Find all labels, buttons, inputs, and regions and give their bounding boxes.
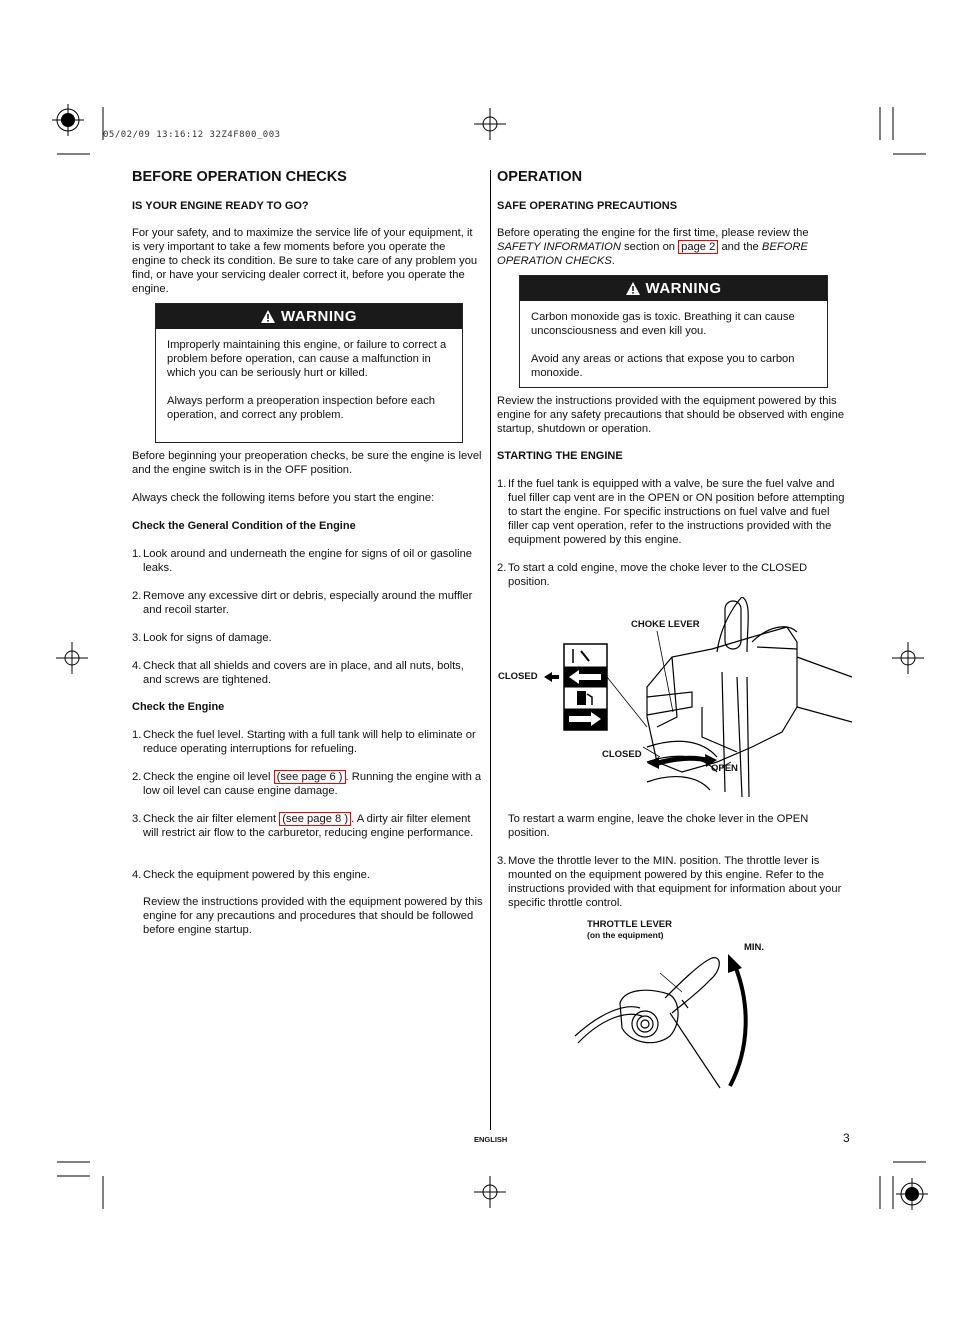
list-item: 3. Look for signs of damage. <box>132 632 272 644</box>
para-review-instructions: Review the instructions provided with the equipment powered by this engine for any safety precautions that should be observed with engine startup, shutdown or operation. <box>497 395 845 435</box>
para-restart-warm: To restart a warm engine, leave the choke lever in the OPEN position. <box>508 813 809 839</box>
label-closed-bottom: CLOSED <box>602 749 642 760</box>
choke-direction-arrow-icon <box>655 758 710 764</box>
label-throttle-lever: THROTTLE LEVER (on the equipment) <box>587 919 672 940</box>
list-item: 4. Check that all shields and covers are in place, and all nuts, bolts, and screws are tightened. <box>132 660 464 686</box>
para-always-check: Always check the following items before you start the engine: <box>132 492 435 504</box>
footer-language: ENGLISH <box>474 1135 508 1144</box>
label-min: MIN. <box>744 942 765 953</box>
section-heading-before-operation: BEFORE OPERATION CHECKS <box>132 169 347 185</box>
list-item: 2. Remove any excessive dirt or debris, especially around the muffler and recoil starter. <box>132 590 473 616</box>
sunburst-mark-top-left <box>52 104 84 136</box>
link-see-page-6[interactable]: (see page 6 ) <box>274 770 346 784</box>
heading-general-condition: Check the General Condition of the Engine <box>132 520 356 532</box>
closed-arrow-left-icon <box>544 672 559 682</box>
warning-box-carbon-monoxide <box>519 275 828 388</box>
warning-box-maintenance <box>155 303 463 443</box>
figure-choke-lever <box>497 597 852 802</box>
link-page-2[interactable]: page 2 <box>678 240 718 254</box>
label-closed-left: CLOSED <box>498 671 538 682</box>
subheading-safe-precautions: SAFE OPERATING PRECAUTIONS <box>497 200 678 212</box>
warning-text-2: Avoid any areas or actions that expose you to carbon monoxide. <box>531 353 795 379</box>
list-item: 2. Check the engine oil level (see page 6 ) . Running the engine with a low oil level can cause engine damage. <box>132 771 482 797</box>
crosshair-top <box>474 108 506 140</box>
print-stamp: 05/02/09 13:16:12 32Z4F800_003 <box>103 130 281 140</box>
figure-throttle-lever <box>570 918 770 1096</box>
sunburst-mark-bottom-right <box>896 1178 928 1210</box>
warning-text-1: Carbon monoxide gas is toxic. Breathing it can cause unconsciousness and even kill you. <box>531 311 795 337</box>
crosshair-right <box>892 642 924 674</box>
warning-bar <box>520 276 827 301</box>
list-item: 1. Check the fuel level. Starting with a full tank will help to eliminate or reduce operating interruptions for refueling. <box>132 729 476 755</box>
column-divider <box>490 170 491 1130</box>
warning-bar <box>156 304 462 329</box>
intro-paragraph: For your safety, and to maximize the service life of your equipment, it is very important to take a few moments before you operate the engine to check its condition. Be sure to take care of any problem you find, or have your servicing dealer correct it, before you operate the engine. <box>132 227 478 295</box>
heading-starting-engine: STARTING THE ENGINE <box>497 450 623 462</box>
choke-decal <box>564 644 607 730</box>
heading-check-engine: Check the Engine <box>132 701 225 713</box>
warning-body <box>520 301 827 380</box>
warning-text-2: Always perform a preoperation inspection before each operation, and correct any problem. <box>167 395 436 421</box>
para-review-equipment: Review the instructions provided with the equipment powered by this engine for any precautions and procedures that should be followed before engine startup. <box>143 896 483 936</box>
para-preoperation: Before beginning your preoperation checks, be sure the engine is level and the engine switch is in the OFF position. <box>132 450 482 476</box>
link-see-page-8[interactable]: (see page 8 ) <box>279 812 351 826</box>
crosshair-bottom <box>474 1176 506 1208</box>
warning-triangle-icon <box>626 282 640 295</box>
warning-title: WARNING <box>645 280 722 297</box>
warning-text-1: Improperly maintaining this engine, or failure to correct a problem before operation, can cause a malfunction in which you can be seriously hurt or killed. <box>167 339 447 379</box>
list-item: 3. Check the air filter element (see page 8 ) . A dirty air filter element will restrict air flow to the carburetor, reducing engine performance. <box>132 813 474 839</box>
warning-body <box>156 329 462 422</box>
intro-operation: Before operating the engine for the first time, please review the SAFETY INFORMATION section on page 2 and the BEFORE OPERATION CHECKS. <box>497 227 809 267</box>
label-choke-lever: CHOKE LEVER <box>631 619 700 630</box>
list-item: 2. To start a cold engine, move the choke lever to the CLOSED position. <box>497 562 808 588</box>
warning-triangle-icon <box>261 310 275 323</box>
label-open: OPEN <box>711 763 738 774</box>
list-item: 1. If the fuel tank is equipped with a valve, be sure the fuel valve and fuel filler cap vent are in the OPEN or ON position before attempting to start the engine. For specific instructions on fuel valve and fuel filler cap vent operation, refer to the instructions provided with the equipment powered by this engine. <box>497 478 845 546</box>
subheading-engine-ready: IS YOUR ENGINE READY TO GO? <box>132 200 309 212</box>
min-direction-arc-icon <box>730 966 746 1086</box>
section-heading-operation: OPERATION <box>497 169 583 185</box>
list-item: 3. Move the throttle lever to the MIN. position. The throttle lever is mounted on the equipment powered by this engine. Refer to the instructions provided with that equipment for information about your specific throttle control. <box>497 855 842 909</box>
page-number: 3 <box>843 1131 850 1145</box>
throttle-lever-illustration <box>570 918 770 1096</box>
list-item: 1. Look around and underneath the engine for signs of oil or gasoline leaks. <box>132 548 473 574</box>
warning-title: WARNING <box>281 308 357 325</box>
list-item: 4. Check the equipment powered by this engine. <box>132 869 371 881</box>
crosshair-left <box>56 642 88 674</box>
